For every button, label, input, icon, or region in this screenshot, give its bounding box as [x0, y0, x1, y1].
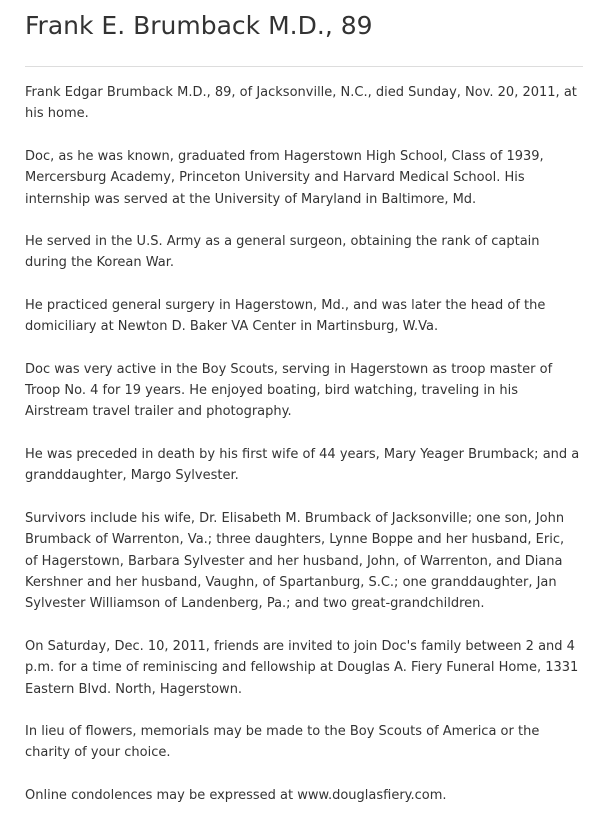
paragraph-memorial-gathering: On Saturday, Dec. 10, 2011, friends are invited to join Doc's family between 2 and 4 p.m. for a time of reminiscing and fellowship at Douglas A. Fiery Funeral Home, 1331 Eastern Blvd. North, Hagerstown. [25, 638, 579, 697]
obituary-body [25, 67, 580, 806]
paragraph-preceded-in-death: He was preceded in death by his first wife of 44 years, Mary Yeager Brumback; and a granddaughter, Margo Sylvester. [25, 446, 580, 484]
paragraph-memorials: In lieu of flowers, memorials may be made to the Boy Scouts of America or the charity of your choice. [25, 723, 540, 761]
paragraph-military-service: He served in the U.S. Army as a general surgeon, obtaining the rank of captain during the Korean War. [25, 234, 540, 271]
obituary-title: Frank E. Brumback M.D., 89 [25, 11, 373, 40]
paragraph-condolences: Online condolences may be expressed at www.douglasfiery.com. [25, 787, 447, 803]
paragraph-death-notice: Frank Edgar Brumback M.D., 89, of Jacksonville, N.C., died Sunday, Nov. 20, 2011, at his home. [25, 85, 577, 122]
paragraph-education: Doc, as he was known, graduated from Hagerstown High School, Class of 1939, Mercersburg Academy, Princeton University and Harvard Medical School. His internship was served at the University of Maryland in Baltimore, Md. [25, 148, 544, 207]
paragraph-career: He practiced general surgery in Hagerstown, Md., and was later the head of the domiciliary at Newton D. Baker VA Center in Martinsburg, W.Va. [25, 297, 546, 335]
paragraph-survivors: Survivors include his wife, Dr. Elisabeth M. Brumback of Jacksonville; one son, John Brumback of Warrenton, Va.; three daughters, Lynne Boppe and her husband, Eric, of Hagerstown, Barbara Sylvester and her husband, John, of Warrenton, and Diana Kershner and her husband, Vaughn, of Spartanburg, S.C.; one granddaughter, Jan Sylvester Williamson of Landenberg, Pa.; and two great-grandchildren. [25, 510, 565, 612]
paragraph-hobbies: Doc was very active in the Boy Scouts, serving in Hagerstown as troop master of Troop No. 4 for 19 years. He enjoyed boating, bird watching, traveling in his Airstream travel trailer and photography. [25, 361, 553, 420]
